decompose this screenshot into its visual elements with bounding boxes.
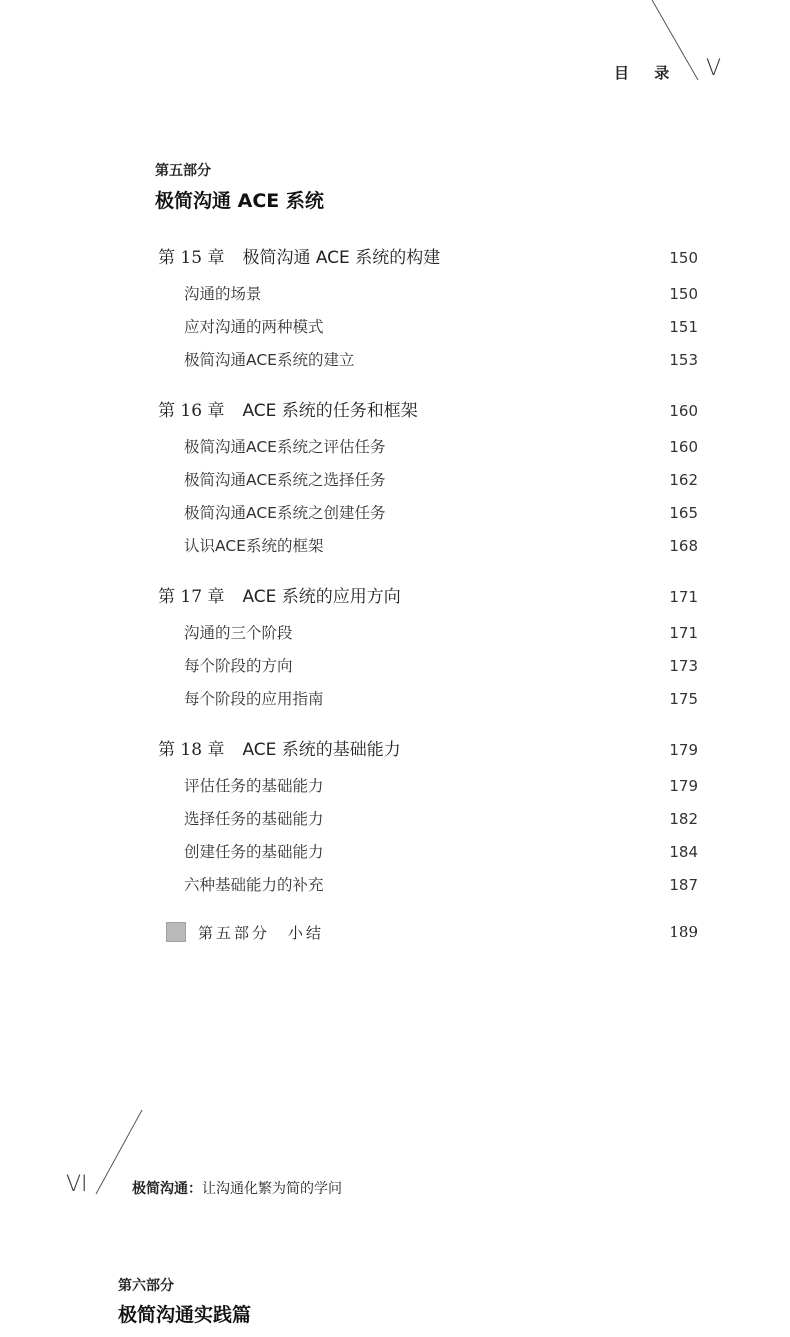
part-label: 第五部分	[155, 163, 211, 179]
section-page: 165	[669, 504, 698, 522]
section-title: 极简沟通ACE系统的建立	[184, 351, 355, 369]
section-title: 沟通的场景	[184, 285, 262, 303]
section-title: 极简沟通ACE系统之选择任务	[184, 471, 386, 489]
section-entry[interactable]	[158, 344, 698, 377]
section-title: 极简沟通ACE系统之创建任务	[184, 504, 386, 522]
section-page: 160	[669, 438, 698, 456]
chapter-18	[158, 730, 698, 902]
chapter-17	[158, 577, 698, 716]
running-book-title	[132, 1178, 342, 1198]
chapter-title: ACE 系统的基础能力	[242, 740, 401, 760]
section-list	[158, 431, 698, 563]
section-page: 151	[669, 318, 698, 336]
section-entry[interactable]	[158, 770, 698, 803]
header-section-label: 目 录	[614, 64, 680, 82]
chapter-title: 极简沟通 ACE 系统的构建	[242, 248, 441, 268]
section-title: 每个阶段的方向	[184, 657, 293, 675]
section-entry[interactable]	[158, 464, 698, 497]
section-title: 极简沟通ACE系统之评估任务	[184, 438, 386, 456]
chapter-entry[interactable]	[158, 577, 698, 617]
section-page: 150	[669, 285, 698, 303]
section-page: 171	[669, 624, 698, 642]
chapter-page: 150	[669, 249, 698, 267]
section-entry[interactable]	[158, 836, 698, 869]
section-page: 162	[669, 471, 698, 489]
part-summary-entry[interactable]	[158, 912, 698, 952]
chapter-16	[158, 391, 698, 563]
chapter-number: 第 15 章	[158, 248, 225, 268]
section-page: 179	[669, 777, 698, 795]
section-page: 153	[669, 351, 698, 369]
chapter-heading	[158, 391, 418, 431]
section-entry[interactable]	[158, 683, 698, 716]
section-entry[interactable]	[158, 803, 698, 836]
part-title: 极简沟通 ACE 系统	[155, 190, 324, 212]
section-entry[interactable]	[158, 431, 698, 464]
section-title: 沟通的三个阶段	[184, 624, 293, 642]
chapter-number: 第 17 章	[158, 587, 225, 607]
section-list	[158, 278, 698, 377]
summary-page: 189	[669, 923, 698, 941]
section-title: 六种基础能力的补充	[184, 876, 324, 894]
section-title: 选择任务的基础能力	[184, 810, 324, 828]
chapter-title: ACE 系统的应用方向	[242, 587, 401, 607]
section-entry[interactable]	[158, 650, 698, 683]
section-page: 182	[669, 810, 698, 828]
footer-page-number: VI	[66, 1172, 88, 1197]
section-list	[158, 617, 698, 716]
book-subtitle: 让沟通化繁为简的学问	[202, 1181, 342, 1197]
section-entry[interactable]	[158, 869, 698, 902]
chapter-heading	[158, 577, 401, 617]
section-entry[interactable]	[158, 617, 698, 650]
chapter-title: ACE 系统的任务和框架	[242, 401, 418, 421]
chapter-number: 第 16 章	[158, 401, 225, 421]
section-page: 187	[669, 876, 698, 894]
section-page: 168	[669, 537, 698, 555]
chapter-page: 171	[669, 588, 698, 606]
summary-part-label: 第五部分	[198, 923, 271, 942]
section-title: 评估任务的基础能力	[184, 777, 324, 795]
part6-label: 第六部分	[118, 1278, 174, 1294]
part6-title: 极简沟通实践篇	[118, 1304, 252, 1326]
chapter-entry[interactable]	[158, 391, 698, 431]
chapter-page: 179	[669, 741, 698, 759]
chapter-15	[158, 238, 698, 377]
chapter-page: 160	[669, 402, 698, 420]
section-list	[158, 770, 698, 902]
chapter-entry[interactable]	[158, 730, 698, 770]
table-of-contents	[158, 238, 698, 952]
book-title: 极简沟通：	[132, 1181, 202, 1197]
header-page-number: V	[706, 56, 722, 81]
summary-heading	[158, 922, 324, 943]
section-page: 184	[669, 843, 698, 861]
chapter-entry[interactable]	[158, 238, 698, 278]
section-page: 175	[669, 690, 698, 708]
section-entry[interactable]	[158, 497, 698, 530]
section-entry[interactable]	[158, 530, 698, 563]
section-title: 创建任务的基础能力	[184, 843, 324, 861]
section-title: 每个阶段的应用指南	[184, 690, 324, 708]
section-entry[interactable]	[158, 311, 698, 344]
section-title: 认识ACE系统的框架	[184, 537, 324, 555]
chapter-heading	[158, 238, 440, 278]
section-page: 173	[669, 657, 698, 675]
chapter-number: 第 18 章	[158, 740, 225, 760]
summary-title: 小结	[288, 923, 325, 942]
summary-marker-square	[166, 922, 186, 942]
section-entry[interactable]	[158, 278, 698, 311]
chapter-heading	[158, 730, 401, 770]
section-title: 应对沟通的两种模式	[184, 318, 324, 336]
